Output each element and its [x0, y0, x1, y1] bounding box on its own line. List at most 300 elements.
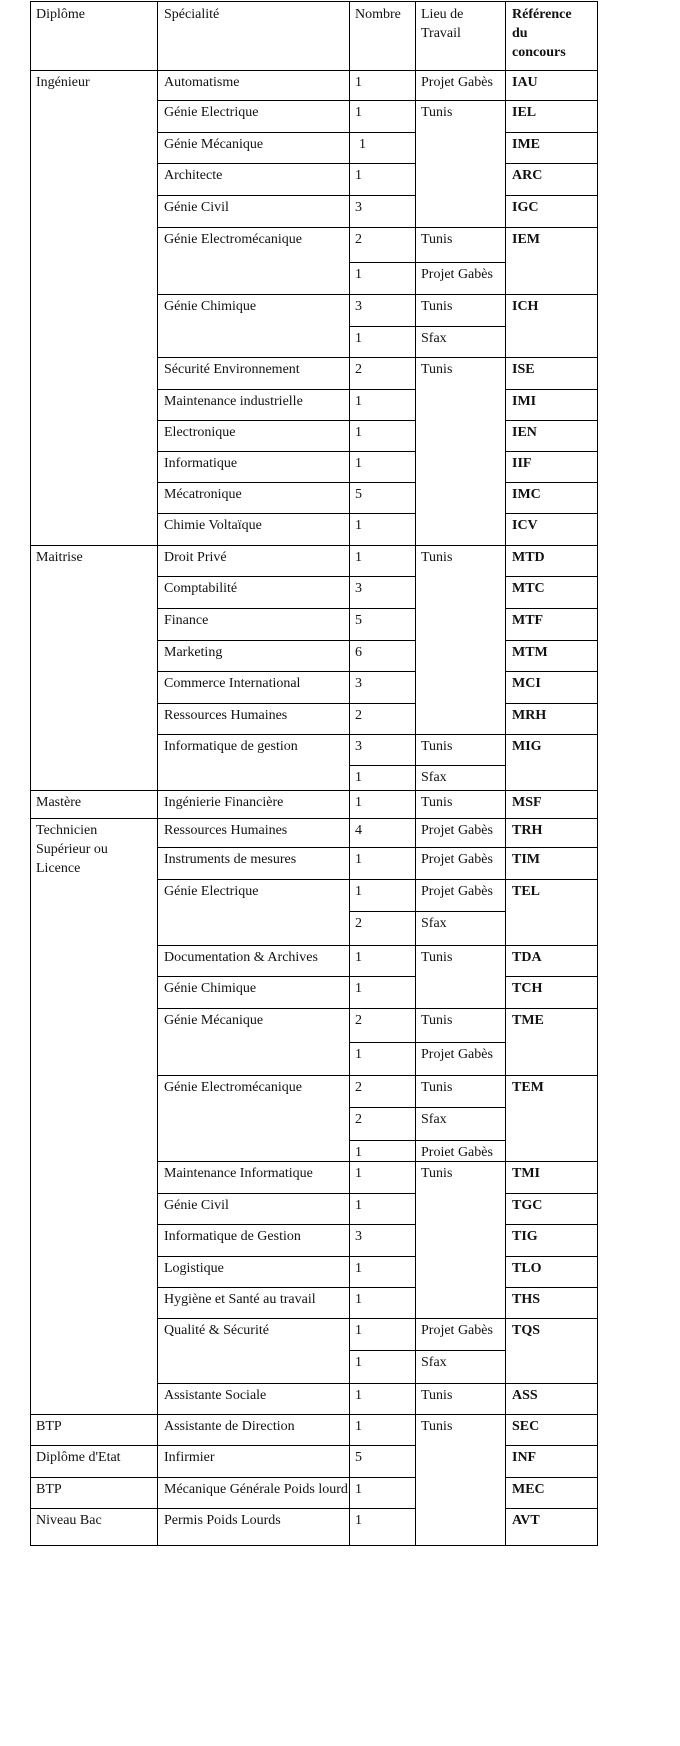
lieu-cell: Sfax	[421, 770, 447, 785]
nombre-cell: 2	[355, 1112, 362, 1127]
row-divider	[415, 790, 506, 791]
reference-cell: MIG	[512, 739, 542, 754]
nombre-cell: 5	[355, 1450, 362, 1465]
row-divider	[349, 227, 416, 228]
row-divider	[505, 545, 598, 546]
reference-cell: IME	[512, 137, 540, 152]
nombre-cell: 1	[355, 518, 362, 533]
nombre-cell: 3	[355, 581, 362, 596]
row-divider	[157, 163, 350, 164]
row-divider	[349, 1075, 416, 1076]
specialite-cell: Mécanique Générale Poids lourd	[164, 1482, 348, 1497]
nombre-cell: 3	[355, 676, 362, 691]
lieu-cell: Projet Gabès	[421, 75, 493, 90]
nombre-cell: 1	[355, 1482, 362, 1497]
row-divider	[349, 1008, 416, 1009]
nombre-cell: 1	[359, 137, 366, 152]
lieu-cell: Tunis	[421, 1080, 453, 1095]
row-divider	[349, 640, 416, 641]
row-divider	[157, 1224, 350, 1225]
row-divider	[505, 1287, 598, 1288]
row-divider	[415, 545, 506, 546]
row-divider	[505, 195, 598, 196]
row-divider	[157, 790, 350, 791]
row-divider	[505, 576, 598, 577]
nombre-cell: 1	[355, 456, 362, 471]
row-divider	[349, 1193, 416, 1194]
specialite-cell: Instruments de mesures	[164, 852, 297, 867]
row-divider	[157, 671, 350, 672]
specialite-cell: Génie Mécanique	[164, 137, 264, 152]
row-divider	[349, 451, 416, 452]
row-divider	[505, 227, 598, 228]
row-divider	[157, 482, 350, 483]
specialite-cell: Informatique de Gestion	[164, 1229, 301, 1244]
row-divider	[157, 576, 350, 577]
row-divider	[157, 1508, 350, 1509]
diplome-label: Mastère	[36, 795, 82, 810]
row-divider	[505, 671, 598, 672]
nombre-cell: 3	[355, 1229, 362, 1244]
row-divider	[157, 227, 350, 228]
row-divider	[415, 294, 506, 295]
row-divider	[505, 945, 598, 946]
specialite-cell: Comptabilité	[164, 581, 238, 596]
row-divider	[349, 671, 416, 672]
row-divider	[157, 703, 350, 704]
specialite-cell: Electronique	[164, 425, 236, 440]
reference-cell: TEL	[512, 884, 541, 899]
reference-cell: INF	[512, 1450, 537, 1465]
nombre-cell: 2	[355, 1013, 362, 1028]
row-divider	[349, 262, 416, 263]
nombre-cell: 1	[355, 105, 362, 120]
diplome-label: Diplôme d'Etat	[36, 1450, 121, 1465]
header-reference-line: Référence	[512, 7, 572, 22]
specialite-cell: Hygiène et Santé au travail	[164, 1292, 316, 1307]
row-divider	[415, 326, 506, 327]
reference-cell: TIM	[512, 852, 540, 867]
row-divider	[30, 1477, 158, 1478]
lieu-cell: Sfax	[421, 916, 447, 931]
row-divider	[505, 734, 598, 735]
reference-cell: IEM	[512, 232, 540, 247]
row-divider	[157, 1318, 350, 1319]
row-divider	[157, 640, 350, 641]
row-divider	[30, 1508, 158, 1509]
nombre-cell: 1	[355, 884, 362, 899]
row-divider	[349, 976, 416, 977]
row-divider	[505, 976, 598, 977]
nombre-cell: 1	[355, 1145, 362, 1160]
reference-cell: MSF	[512, 795, 542, 810]
row-divider	[349, 1256, 416, 1257]
row-divider	[349, 818, 416, 819]
lieu-cell: Sfax	[421, 331, 447, 346]
row-divider	[349, 513, 416, 514]
row-divider	[349, 1383, 416, 1384]
specialite-cell: Assistante de Direction	[164, 1419, 295, 1434]
nombre-cell: 1	[355, 1261, 362, 1276]
row-divider	[349, 163, 416, 164]
row-divider	[157, 294, 350, 295]
nombre-cell: 1	[355, 75, 362, 90]
row-divider	[349, 482, 416, 483]
diplome-label: BTP	[36, 1419, 62, 1434]
row-divider	[505, 420, 598, 421]
reference-cell: IAU	[512, 75, 538, 90]
row-divider	[349, 790, 416, 791]
lieu-cell: Tunis	[421, 739, 453, 754]
specialite-cell: Génie Chimique	[164, 981, 257, 996]
reference-cell: TCH	[512, 981, 543, 996]
lieu-cell: Tunis	[421, 1013, 453, 1028]
row-divider	[505, 1508, 598, 1509]
row-divider	[505, 482, 598, 483]
row-divider	[349, 545, 416, 546]
row-divider	[415, 1161, 506, 1162]
diplome-label: Maitrise	[36, 550, 83, 565]
row-divider	[157, 847, 350, 848]
nombre-cell: 1	[355, 1198, 362, 1213]
reference-cell: TMI	[512, 1166, 540, 1181]
row-divider	[30, 1, 598, 2]
header-specialite: Spécialité	[164, 7, 220, 22]
nombre-cell: 1	[355, 770, 362, 785]
row-divider	[505, 1445, 598, 1446]
row-divider	[415, 1075, 506, 1076]
specialite-cell: Génie Mécanique	[164, 1013, 264, 1028]
row-divider	[505, 163, 598, 164]
row-divider	[415, 357, 506, 358]
specialite-cell: Documentation & Archives	[164, 950, 318, 965]
specialite-cell: Qualité & Sécurité	[164, 1323, 269, 1338]
specialite-cell: Sécurité Environnement	[164, 362, 300, 377]
row-divider	[157, 357, 350, 358]
specialite-cell: Génie Electromécanique	[164, 1080, 302, 1095]
nombre-cell: 2	[355, 1080, 362, 1095]
reference-cell: TDA	[512, 950, 542, 965]
header-nombre: Nombre	[355, 7, 401, 22]
lieu-cell: Projet Gabès	[421, 823, 493, 838]
row-divider	[157, 818, 350, 819]
nombre-cell: 1	[355, 425, 362, 440]
row-divider	[30, 1414, 158, 1415]
row-divider	[349, 100, 416, 101]
column-divider	[349, 1, 350, 1546]
row-divider	[349, 734, 416, 735]
row-divider	[30, 790, 158, 791]
row-divider	[157, 513, 350, 514]
reference-cell: MEC	[512, 1482, 545, 1497]
nombre-cell: 1	[355, 795, 362, 810]
specialite-cell: Architecte	[164, 168, 223, 183]
row-divider	[415, 1107, 506, 1108]
specialite-cell: Logistique	[164, 1261, 224, 1276]
reference-cell: IMC	[512, 487, 541, 502]
row-divider	[415, 1350, 506, 1351]
row-divider	[157, 879, 350, 880]
nombre-cell: 1	[355, 1355, 362, 1370]
row-divider	[157, 1256, 350, 1257]
lieu-cell: Tunis	[421, 795, 453, 810]
row-divider	[349, 326, 416, 327]
row-divider	[505, 1008, 598, 1009]
row-divider	[349, 1414, 416, 1415]
specialite-cell: Finance	[164, 613, 209, 628]
row-divider	[349, 847, 416, 848]
column-divider	[157, 1, 158, 1546]
row-divider	[505, 132, 598, 133]
row-divider	[505, 1383, 598, 1384]
diplome-label: Supérieur ou	[36, 842, 108, 857]
row-divider	[505, 703, 598, 704]
row-divider	[157, 1075, 350, 1076]
row-divider	[505, 608, 598, 609]
row-divider	[505, 640, 598, 641]
row-divider	[349, 703, 416, 704]
specialite-cell: Chimie Voltaïque	[164, 518, 262, 533]
specialite-cell: Informatique	[164, 456, 238, 471]
reference-cell: ASS	[512, 1388, 538, 1403]
reference-cell: TGC	[512, 1198, 543, 1213]
diplome-label: Ingénieur	[36, 75, 90, 90]
specialite-cell: Infirmier	[164, 1450, 215, 1465]
row-divider	[157, 389, 350, 390]
specialite-cell: Ingénierie Financière	[164, 795, 284, 810]
lieu-cell: Tunis	[421, 1166, 453, 1181]
lieu-cell: Sfax	[421, 1112, 447, 1127]
row-divider	[505, 818, 598, 819]
row-divider	[157, 608, 350, 609]
reference-cell: ICV	[512, 518, 538, 533]
row-divider	[349, 1350, 416, 1351]
reference-cell: IEN	[512, 425, 537, 440]
row-divider	[30, 70, 598, 71]
row-divider	[505, 1477, 598, 1478]
nombre-cell: 1	[355, 1513, 362, 1528]
reference-cell: ISE	[512, 362, 535, 377]
row-divider	[30, 1445, 158, 1446]
row-divider	[505, 357, 598, 358]
lieu-cell: Proiet Gabès	[421, 1145, 493, 1160]
reference-cell: MTD	[512, 550, 545, 565]
row-divider	[349, 1445, 416, 1446]
lieu-cell: Tunis	[421, 232, 453, 247]
diplome-label: BTP	[36, 1482, 62, 1497]
nombre-cell: 1	[355, 1419, 362, 1434]
specialite-cell: Informatique de gestion	[164, 739, 298, 754]
row-divider	[157, 195, 350, 196]
specialite-cell: Marketing	[164, 645, 223, 660]
column-divider	[415, 1, 416, 1546]
row-divider	[349, 195, 416, 196]
lieu-cell: Projet Gabès	[421, 267, 493, 282]
reference-cell: ICH	[512, 299, 539, 314]
header-reference-line: concours	[512, 45, 566, 60]
reference-cell: TEM	[512, 1080, 544, 1095]
nombre-cell: 1	[355, 331, 362, 346]
row-divider	[505, 1256, 598, 1257]
diplome-label: Niveau Bac	[36, 1513, 102, 1528]
row-divider	[505, 1224, 598, 1225]
reference-cell: MTM	[512, 645, 548, 660]
row-divider	[349, 608, 416, 609]
specialite-cell: Permis Poids Lourds	[164, 1513, 281, 1528]
lieu-cell: Tunis	[421, 550, 453, 565]
row-divider	[415, 911, 506, 912]
nombre-cell: 4	[355, 823, 362, 838]
reference-cell: TLO	[512, 1261, 542, 1276]
row-divider	[157, 1193, 350, 1194]
specialite-cell: Maintenance Informatique	[164, 1166, 313, 1181]
row-divider	[349, 132, 416, 133]
row-divider	[157, 545, 350, 546]
row-divider	[505, 100, 598, 101]
row-divider	[505, 879, 598, 880]
nombre-cell: 1	[355, 950, 362, 965]
reference-cell: AVT	[512, 1513, 540, 1528]
row-divider	[349, 1477, 416, 1478]
specialite-cell: Génie Civil	[164, 200, 229, 215]
row-divider	[415, 100, 506, 101]
nombre-cell: 3	[355, 299, 362, 314]
row-divider	[415, 1414, 506, 1415]
reference-cell: TQS	[512, 1323, 541, 1338]
specialite-cell: Mécatronique	[164, 487, 242, 502]
nombre-cell: 1	[355, 394, 362, 409]
row-divider	[505, 1414, 598, 1415]
specialite-cell: Génie Civil	[164, 1198, 229, 1213]
row-divider	[157, 1414, 350, 1415]
row-divider	[349, 357, 416, 358]
row-divider	[349, 1508, 416, 1509]
nombre-cell: 2	[355, 232, 362, 247]
lieu-cell: Projet Gabès	[421, 884, 493, 899]
lieu-cell: Tunis	[421, 950, 453, 965]
nombre-cell: 1	[355, 1166, 362, 1181]
row-divider	[157, 1161, 350, 1162]
nombre-cell: 3	[355, 200, 362, 215]
reference-cell: TRH	[512, 823, 543, 838]
header-lieu-line: Travail	[421, 26, 461, 41]
row-divider	[349, 765, 416, 766]
row-divider	[415, 818, 506, 819]
nombre-cell: 1	[355, 1388, 362, 1403]
specialite-cell: Ressources Humaines	[164, 823, 288, 838]
reference-cell: SEC	[512, 1419, 540, 1434]
lieu-cell: Tunis	[421, 299, 453, 314]
row-divider	[415, 734, 506, 735]
header-diplome: Diplôme	[36, 7, 85, 22]
row-divider	[415, 1042, 506, 1043]
column-divider	[505, 1, 506, 1546]
reference-cell: THS	[512, 1292, 541, 1307]
nombre-cell: 1	[355, 168, 362, 183]
row-divider	[157, 1287, 350, 1288]
row-divider	[415, 1008, 506, 1009]
row-divider	[415, 945, 506, 946]
row-divider	[157, 451, 350, 452]
row-divider	[349, 1140, 416, 1141]
specialite-cell: Automatisme	[164, 75, 240, 90]
row-divider	[349, 389, 416, 390]
nombre-cell: 5	[355, 487, 362, 502]
row-divider	[157, 420, 350, 421]
specialite-cell: Génie Electrique	[164, 884, 259, 899]
nombre-cell: 1	[355, 550, 362, 565]
specialite-cell: Droit Privé	[164, 550, 227, 565]
specialite-cell: Assistante Sociale	[164, 1388, 267, 1403]
row-divider	[349, 576, 416, 577]
row-divider	[349, 879, 416, 880]
row-divider	[505, 389, 598, 390]
nombre-cell: 1	[355, 1292, 362, 1307]
row-divider	[415, 765, 506, 766]
row-divider	[505, 1193, 598, 1194]
row-divider	[157, 1383, 350, 1384]
row-divider	[349, 1107, 416, 1108]
nombre-cell: 6	[355, 645, 362, 660]
lieu-cell: Projet Gabès	[421, 1323, 493, 1338]
row-divider	[157, 132, 350, 133]
row-divider	[505, 294, 598, 295]
lieu-cell: Tunis	[421, 362, 453, 377]
specialite-cell: Génie Electrique	[164, 105, 259, 120]
nombre-cell: 2	[355, 708, 362, 723]
row-divider	[505, 847, 598, 848]
row-divider	[349, 1287, 416, 1288]
row-divider	[505, 1161, 598, 1162]
row-divider	[415, 879, 506, 880]
row-divider	[349, 1224, 416, 1225]
reference-cell: TIG	[512, 1229, 538, 1244]
reference-cell: MRH	[512, 708, 547, 723]
nombre-cell: 1	[355, 267, 362, 282]
row-divider	[349, 420, 416, 421]
nombre-cell: 3	[355, 739, 362, 754]
row-divider	[415, 1383, 506, 1384]
diplome-label: Technicien	[36, 823, 98, 838]
lieu-cell: Sfax	[421, 1355, 447, 1370]
specialite-cell: Génie Electromécanique	[164, 232, 302, 247]
row-divider	[349, 911, 416, 912]
row-divider	[415, 262, 506, 263]
row-divider	[505, 513, 598, 514]
row-divider	[505, 790, 598, 791]
header-reference-line: du	[512, 26, 528, 41]
row-divider	[415, 227, 506, 228]
row-divider	[349, 945, 416, 946]
nombre-cell: 2	[355, 916, 362, 931]
nombre-cell: 1	[355, 1047, 362, 1062]
row-divider	[157, 945, 350, 946]
row-divider	[157, 100, 350, 101]
column-divider	[597, 1, 598, 1546]
row-divider	[30, 1545, 598, 1546]
row-divider	[505, 1075, 598, 1076]
reference-cell: IIF	[512, 456, 532, 471]
header-lieu-line: Lieu de	[421, 7, 464, 22]
lieu-cell: Tunis	[421, 1419, 453, 1434]
row-divider	[505, 1318, 598, 1319]
nombre-cell: 1	[355, 981, 362, 996]
reference-cell: IEL	[512, 105, 537, 120]
specialite-cell: Ressources Humaines	[164, 708, 288, 723]
row-divider	[505, 451, 598, 452]
row-divider	[349, 1161, 416, 1162]
row-divider	[157, 1008, 350, 1009]
